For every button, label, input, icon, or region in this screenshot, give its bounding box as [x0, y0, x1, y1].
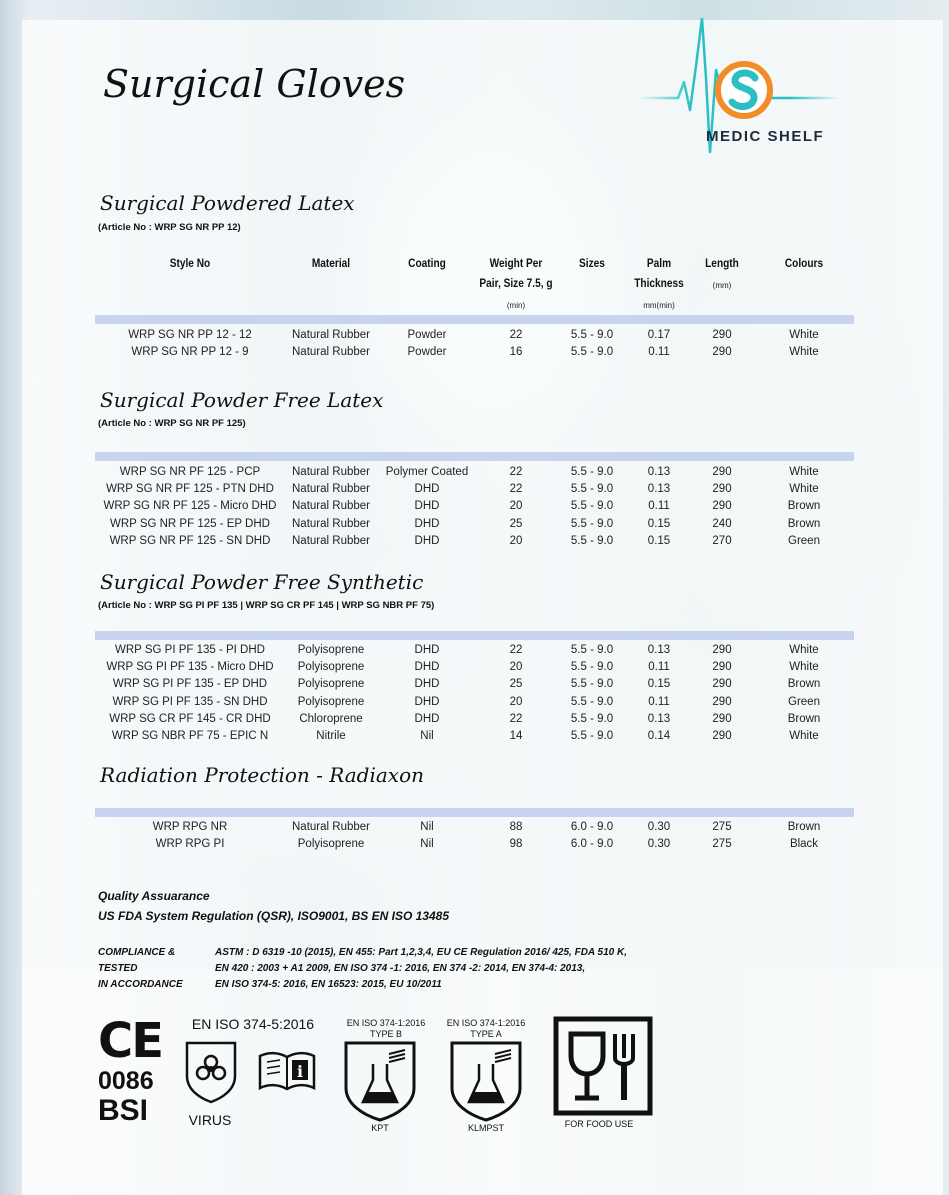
coating-cell: DHD — [414, 483, 440, 496]
material-cell: Natural Rubber — [292, 821, 370, 833]
material-cell: Natural Rubber — [292, 346, 370, 359]
compliance-standards: EN 420 : 2003 + A1 2009, EN ISO 374 -1: 2016, EN 374 -2: 2014, EN 374-4: 2013, — [215, 963, 586, 974]
section-title: Surgical Powdered Latex — [100, 191, 355, 215]
material-cell: Polyisoprene — [297, 678, 365, 691]
chemical-shield-icon — [343, 1040, 417, 1122]
kpt-label: KPT — [371, 1123, 389, 1133]
virus-label: VIRUS — [188, 1112, 232, 1128]
table-row — [0, 344, 949, 361]
coating-cell: DHD — [414, 678, 440, 691]
sizes-cell: 5.5 - 9.0 — [570, 661, 614, 674]
compliance-label: COMPLIANCE & — [98, 947, 176, 958]
header-palm-line2: Thickness — [634, 278, 684, 290]
table-row — [0, 728, 949, 745]
material-cell: Natural Rubber — [292, 483, 370, 496]
weight-cell: 20 — [509, 695, 523, 708]
sizes-cell: 5.5 - 9.0 — [570, 466, 614, 478]
header-palm-unit: mm(min) — [643, 301, 675, 310]
table-row — [0, 642, 949, 659]
article-number: (Article No : WRP SG NR PP 12) — [98, 222, 241, 233]
colour-cell: White — [789, 644, 819, 656]
palm-thickness-cell: 0.15 — [647, 678, 671, 691]
length-cell: 290 — [712, 329, 732, 341]
length-cell: 290 — [712, 695, 732, 708]
palm-thickness-cell: 0.30 — [647, 838, 671, 851]
sizes-cell: 5.5 - 9.0 — [570, 695, 614, 708]
length-cell: 270 — [712, 534, 732, 547]
colour-cell: Brown — [787, 712, 821, 725]
style-no-cell: WRP SG NR PP 12 - 9 — [131, 346, 249, 359]
ce-mark-icon: CE — [98, 1013, 163, 1069]
material-cell: Polyisoprene — [297, 644, 365, 656]
palm-thickness-cell: 0.11 — [648, 500, 670, 513]
colour-cell: White — [789, 329, 819, 341]
colour-cell: Green — [788, 695, 820, 708]
weight-cell: 98 — [509, 838, 523, 851]
palm-thickness-cell: 0.15 — [647, 517, 671, 530]
style-no-cell: WRP SG PI PF 135 - EP DHD — [112, 678, 268, 691]
coating-cell: Nil — [420, 730, 434, 742]
coating-cell: DHD — [414, 644, 440, 656]
iso-374-1-type-b-label: EN ISO 374-1:2016 — [346, 1018, 426, 1028]
quality-standards: US FDA System Regulation (QSR), ISO9001, BS EN ISO 13485 — [98, 909, 449, 923]
material-cell: Polyisoprene — [297, 838, 365, 851]
header-weight-unit: (min) — [506, 301, 526, 310]
length-cell: 275 — [712, 838, 732, 851]
compliance-label: IN ACCORDANCE — [98, 979, 183, 990]
weight-cell: 22 — [509, 329, 523, 341]
coating-cell: DHD — [414, 661, 440, 674]
style-no-cell: WRP SG PI PF 135 - PI DHD — [115, 644, 265, 656]
style-no-cell: WRP SG NR PF 125 - PCP — [119, 466, 261, 478]
style-no-cell: WRP SG NR PF 125 - EP DHD — [110, 517, 270, 530]
header-palm: Palm — [646, 258, 672, 270]
section-title: Surgical Powder Free Latex — [100, 388, 384, 412]
table-header-bar — [95, 631, 854, 640]
material-cell: Nitrile — [316, 730, 346, 742]
section-title: Radiation Protection - Radiaxon — [100, 763, 425, 787]
colour-cell: Black — [789, 838, 819, 851]
quality-heading: Quality Assuarance — [98, 889, 210, 903]
length-cell: 290 — [712, 712, 732, 725]
style-no-cell: WRP SG CR PF 145 - CR DHD — [109, 712, 271, 725]
section-title: Surgical Powder Free Synthetic — [100, 570, 424, 594]
palm-thickness-cell: 0.11 — [648, 661, 670, 674]
notified-body-number: 0086 — [98, 1067, 154, 1095]
material-cell: Natural Rubber — [292, 500, 370, 513]
coating-cell: DHD — [414, 500, 440, 513]
weight-cell: 22 — [509, 644, 523, 656]
palm-thickness-cell: 0.11 — [648, 346, 670, 359]
style-no-cell: WRP RPG PI — [155, 838, 225, 851]
palm-thickness-cell: 0.13 — [647, 644, 671, 656]
sizes-cell: 5.5 - 9.0 — [570, 346, 614, 359]
klmpst-label: KLMPST — [467, 1123, 504, 1133]
colour-cell: White — [789, 483, 819, 496]
header-colours: Colours — [784, 258, 824, 270]
table-row — [0, 676, 949, 693]
colour-cell: Brown — [787, 821, 821, 833]
length-cell: 275 — [712, 821, 732, 833]
coating-cell: DHD — [414, 534, 440, 547]
weight-cell: 22 — [509, 712, 523, 725]
material-cell: Natural Rubber — [292, 329, 370, 341]
sizes-cell: 5.5 - 9.0 — [570, 678, 614, 691]
sizes-cell: 6.0 - 9.0 — [570, 821, 614, 833]
header-coating: Coating — [408, 258, 446, 270]
weight-cell: 20 — [509, 500, 523, 513]
length-cell: 290 — [712, 500, 732, 513]
sizes-cell: 5.5 - 9.0 — [570, 483, 614, 496]
length-cell: 290 — [712, 644, 732, 656]
coating-cell: Powder — [407, 346, 447, 359]
length-cell: 290 — [712, 678, 732, 691]
style-no-cell: WRP SG NBR PF 75 - EPIC N — [111, 730, 269, 742]
coating-cell: Polymer Coated — [385, 466, 469, 478]
length-cell: 290 — [712, 346, 732, 359]
article-number: (Article No : WRP SG NR PF 125) — [98, 418, 246, 429]
colour-cell: White — [789, 346, 819, 359]
iso-374-5-label: EN ISO 374-5:2016 — [191, 1016, 315, 1032]
food-safe-icon — [553, 1016, 653, 1116]
palm-thickness-cell: 0.13 — [647, 712, 671, 725]
style-no-cell: WRP RPG NR — [152, 821, 228, 833]
article-number: (Article No : WRP SG PI PF 135 | WRP SG CR PF 145 | WRP SG NBR PF 75) — [98, 600, 435, 611]
coating-cell: Powder — [407, 329, 447, 341]
material-cell: Chloroprene — [299, 712, 363, 725]
material-cell: Natural Rubber — [292, 534, 370, 547]
length-cell: 290 — [712, 466, 732, 478]
sizes-cell: 5.5 - 9.0 — [570, 534, 614, 547]
palm-thickness-cell: 0.11 — [648, 695, 670, 708]
food-use-label: FOR FOOD USE — [564, 1119, 634, 1129]
weight-cell: 14 — [509, 730, 523, 742]
weight-cell: 22 — [509, 483, 523, 496]
header-length-unit: (mm) — [712, 281, 732, 290]
header-material: Material — [311, 258, 351, 270]
info-glyph: i — [296, 1062, 304, 1081]
palm-thickness-cell: 0.17 — [647, 329, 671, 341]
coating-cell: DHD — [414, 712, 440, 725]
palm-thickness-cell: 0.13 — [647, 483, 671, 496]
header-weight: Weight Per — [489, 258, 543, 270]
page-title: Surgical Gloves — [103, 62, 406, 106]
table-row — [0, 498, 949, 515]
colour-cell: White — [789, 730, 819, 742]
brand-name: MEDIC SHELF — [706, 128, 825, 145]
sizes-cell: 5.5 - 9.0 — [570, 730, 614, 742]
table-row — [0, 533, 949, 550]
weight-cell: 25 — [509, 678, 523, 691]
length-cell: 290 — [712, 483, 732, 496]
chemical-shield-icon — [449, 1040, 523, 1122]
sizes-cell: 6.0 - 9.0 — [570, 838, 614, 851]
sizes-cell: 5.5 - 9.0 — [570, 517, 614, 530]
table-header-bar — [95, 315, 854, 324]
coating-cell: DHD — [414, 695, 440, 708]
type-b-label: TYPE B — [369, 1029, 402, 1039]
style-no-cell: WRP SG NR PF 125 - PTN DHD — [106, 483, 274, 496]
palm-thickness-cell: 0.15 — [647, 534, 671, 547]
coating-cell: Nil — [420, 838, 434, 851]
table-header-bar — [95, 808, 854, 817]
header-length: Length — [705, 258, 739, 270]
compliance-standards: ASTM : D 6319 -10 (2015), EN 455: Part 1,2,3,4, EU CE Regulation 2016/ 425, FDA 510 K, — [215, 947, 628, 958]
palm-thickness-cell: 0.13 — [647, 466, 671, 478]
type-a-label: TYPE A — [470, 1029, 502, 1039]
table-row — [0, 819, 949, 836]
style-no-cell: WRP SG NR PF 125 - Micro DHD — [103, 500, 277, 513]
header-sizes: Sizes — [579, 258, 605, 270]
style-no-cell: WRP SG NR PF 125 - SN DHD — [109, 534, 271, 547]
sizes-cell: 5.5 - 9.0 — [570, 644, 614, 656]
material-cell: Polyisoprene — [297, 695, 365, 708]
table-row — [0, 327, 949, 344]
length-cell: 290 — [712, 730, 732, 742]
biohazard-shield-icon — [184, 1040, 238, 1104]
bsi-label: BSI — [98, 1094, 149, 1127]
iso-374-1-type-a-label: EN ISO 374-1:2016 — [446, 1018, 526, 1028]
colour-cell: Brown — [787, 500, 821, 513]
sizes-cell: 5.5 - 9.0 — [570, 712, 614, 725]
compliance-standards: EN ISO 374-5: 2016, EN 16523: 2015, EU 10/2011 — [215, 979, 442, 990]
palm-thickness-cell: 0.14 — [647, 730, 671, 742]
table-row — [0, 711, 949, 728]
header-style-no: Style No — [169, 258, 211, 270]
weight-cell: 20 — [509, 661, 523, 674]
colour-cell: White — [789, 466, 819, 478]
length-cell: 290 — [712, 661, 732, 674]
sizes-cell: 5.5 - 9.0 — [570, 500, 614, 513]
coating-cell: DHD — [414, 517, 440, 530]
table-row — [0, 481, 949, 498]
coating-cell: Nil — [420, 821, 434, 833]
weight-cell: 88 — [509, 821, 523, 833]
weight-cell: 22 — [509, 466, 523, 478]
table-header-bar — [95, 452, 854, 461]
weight-cell: 25 — [509, 517, 523, 530]
ce-bsi-mark — [98, 1015, 168, 1130]
table-row — [0, 694, 949, 711]
table-row — [0, 464, 949, 481]
style-no-cell: WRP SG PI PF 135 - Micro DHD — [106, 661, 274, 674]
colour-cell: Green — [788, 534, 820, 547]
length-cell: 240 — [712, 517, 732, 530]
material-cell: Natural Rubber — [292, 466, 370, 478]
table-row — [0, 659, 949, 676]
weight-cell: 20 — [509, 534, 523, 547]
colour-cell: White — [789, 661, 819, 674]
style-no-cell: WRP SG NR PP 12 - 12 — [128, 329, 252, 341]
colour-cell: Brown — [787, 517, 821, 530]
compliance-label: TESTED — [98, 963, 138, 974]
palm-thickness-cell: 0.30 — [647, 821, 671, 833]
sizes-cell: 5.5 - 9.0 — [570, 329, 614, 341]
table-row — [0, 516, 949, 533]
material-cell: Polyisoprene — [297, 661, 365, 674]
material-cell: Natural Rubber — [292, 517, 370, 530]
table-row — [0, 836, 949, 853]
header-weight-line2: Pair, Size 7.5, g — [479, 278, 553, 290]
weight-cell: 16 — [509, 346, 523, 359]
style-no-cell: WRP SG PI PF 135 - SN DHD — [112, 695, 268, 708]
colour-cell: Brown — [787, 678, 821, 691]
info-book-icon — [258, 1050, 316, 1092]
